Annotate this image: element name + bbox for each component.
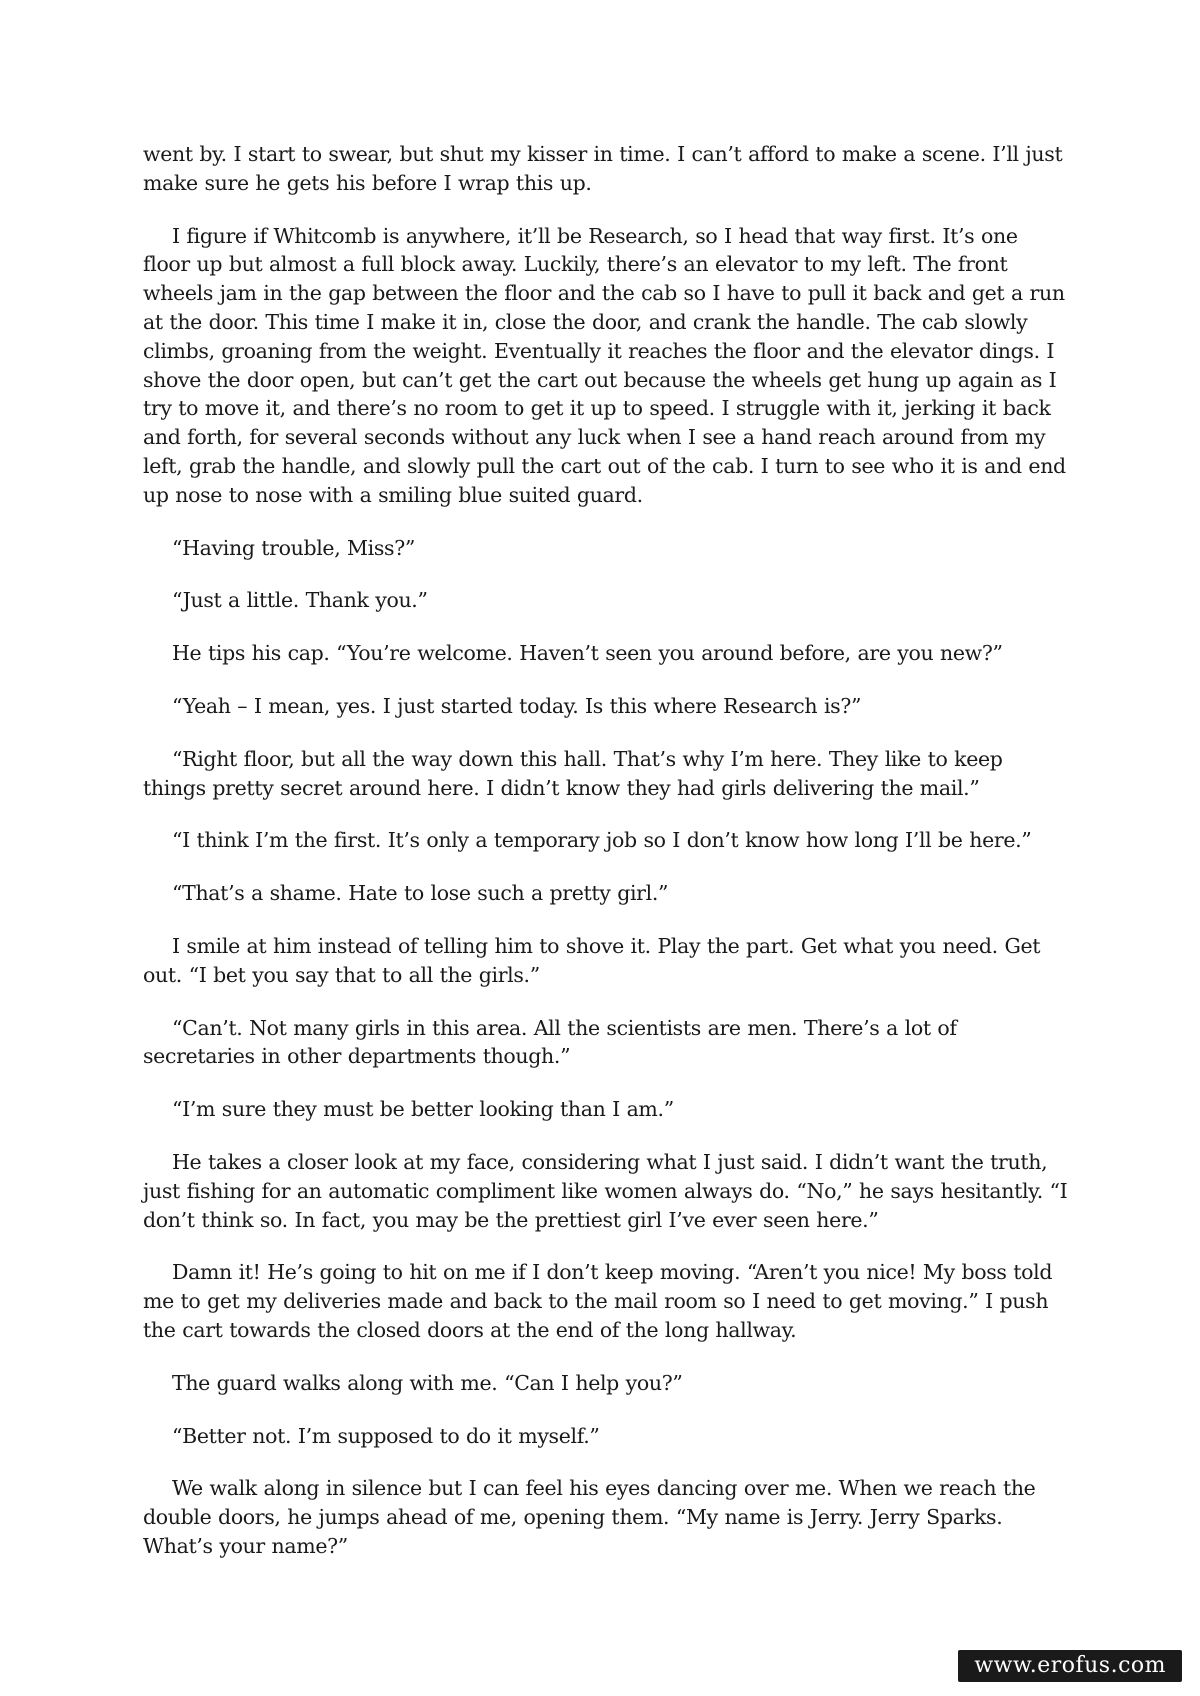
paragraph-4: “Just a little. Thank you.” bbox=[172, 588, 428, 613]
paragraph-8: “I think I’m the first. It’s only a temporary job so I don’t know how long I’ll be here.” bbox=[172, 828, 1032, 853]
paragraph-1: went by. I start to swear, but shut my kisser in time. I can’t afford to make a scene. I’ll just make sure he gets his before I wrap this up. bbox=[143, 142, 1063, 195]
paragraph-12: “I’m sure they must be better looking than I am.” bbox=[172, 1097, 674, 1122]
paragraph-6: “Yeah – I mean, yes. I just started today. Is this where Research is?” bbox=[172, 693, 862, 718]
site-watermark: www.erofus.com bbox=[958, 1650, 1182, 1682]
paragraph-11: “Can’t. Not many girls in this area. All the scientists are men. There’s a lot of secretaries in other departments though.” bbox=[143, 1015, 957, 1069]
paragraph-14: Damn it! He’s going to hit on me if I don’t keep moving. “Aren’t you nice! My boss told me to get my deliveries made and back to the mail room so I need to get moving.” I push the cart towards the closed doors at the end of the long hallway. bbox=[143, 1260, 1053, 1342]
paragraph-10: I smile at him instead of telling him to shove it. Play the part. Get what you need. Get out. “I bet you say that to all the girls.” bbox=[143, 933, 1041, 987]
paragraph-7: “Right floor, but all the way down this hall. That’s why I’m here. They like to keep things pretty secret around here. I didn’t know they had girls delivering the mail.” bbox=[143, 746, 1003, 800]
paragraph-13: He takes a closer look at my face, considering what I just said. I didn’t want the truth, just fishing for an automatic compliment like women always do. “No,” he says hesitantly. “I don’t think so. In fact, you may be the prettiest girl I’ve ever seen here.” bbox=[143, 1149, 1068, 1232]
paragraph-15: The guard walks along with me. “Can I help you?” bbox=[172, 1370, 683, 1395]
paragraph-2: I figure if Whitcomb is anywhere, it’ll be Research, so I head that way first. It’s one floor up but almost a full block away. Luckily, there’s an elevator to my left. The front wheels jam in the gap between the floor and the cab so I have to pull it back and get a run at the door. This time I make it in, close the door, and crank the handle. The cab slowly climbs, groaning from the weight. Eventually it reaches the floor and the elevator dings. I shove the door open, but can’t get the cart out because the wheels get hung up again as I try to move it, and there’s no room to get it up to speed. I struggle with it, jerking it back and forth, for several seconds without any luck when I see a hand reach around from my left, grab the handle, and slowly pull the cart out of the cab. I turn to see who it is and end up nose to nose with a smiling blue suited guard. bbox=[143, 223, 1066, 507]
paragraph-17: We walk along in silence but I can feel his eyes dancing over me. When we reach the double doors, he jumps ahead of me, opening them. “My name is Jerry. Jerry Sparks. What’s your name?” bbox=[143, 1476, 1036, 1558]
paragraph-5: He tips his cap. “You’re welcome. Haven’t seen you around before, are you new?” bbox=[172, 641, 1003, 666]
body-text bbox=[143, 140, 1071, 1585]
paragraph-16: “Better not. I’m supposed to do it myself.” bbox=[172, 1423, 600, 1448]
paragraph-3: “Having trouble, Miss?” bbox=[172, 535, 415, 560]
paragraph-9: “That’s a shame. Hate to lose such a pretty girl.” bbox=[172, 881, 669, 906]
